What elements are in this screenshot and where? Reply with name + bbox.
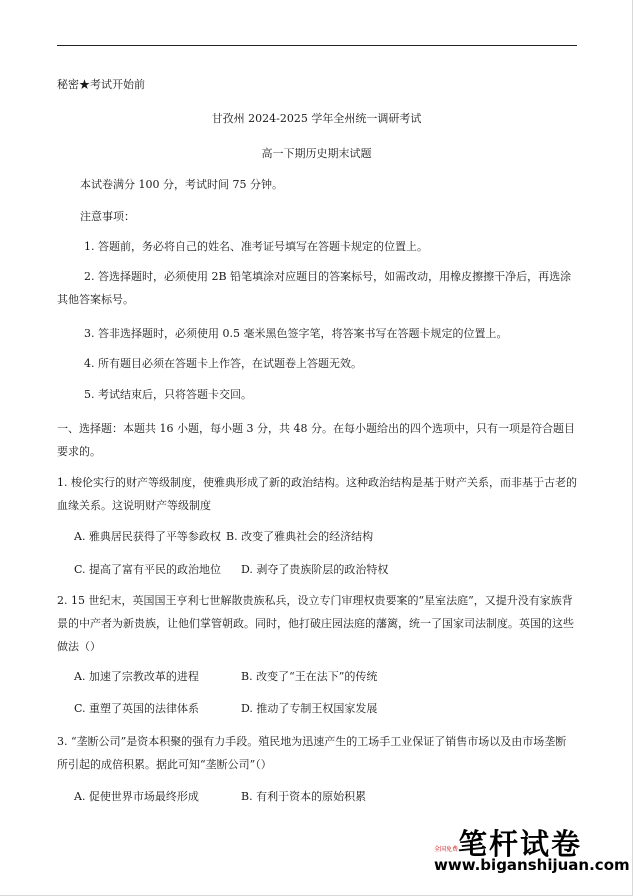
confidential-label: 秘密★考试开始前 xyxy=(57,78,145,91)
note-item: 3. 答非选择题时，必须使用 0.5 毫米黑色签字笔，将答案书写在答题卡规定的位置上。 xyxy=(84,327,508,340)
header-rule xyxy=(57,45,577,46)
notes-heading: 注意事项： xyxy=(80,210,135,223)
question-option: C. 提高了富有平民的政治地位 xyxy=(74,563,222,576)
watermark-url: www.biganshijuan.com xyxy=(434,856,630,874)
exam-info: 本试卷满分 100 分，考试时间 75 分钟。 xyxy=(80,178,283,191)
question-option: C. 重塑了英国的法律体系 xyxy=(74,702,200,715)
note-item: 4. 所有题目必须在答题卡上作答，在试题卷上答题无效。 xyxy=(84,357,362,370)
note-item: 1. 答题前，务必将自己的姓名、准考证号填写在答题卡规定的位置上。 xyxy=(84,240,428,253)
exam-title: 甘孜州 2024-2025 学年全州统一调研考试 xyxy=(211,112,422,125)
exam-subtitle: 高一下期历史期末试题 xyxy=(261,147,372,160)
question-stem: 1. 梭伦实行的财产等级制度，使雅典形成了新的政治结构。这种政治结构是基于财产关系，而非基于古老的血缘关系。这说明财产等级制度 xyxy=(57,476,577,512)
question-option: B. 改变了雅典社会的经济结构 xyxy=(226,530,374,543)
note-item: 2. 答选择题时，必须使用 2B 铅笔填涂对应题目的答案标号，如需改动，用橡皮擦擦干净后，再选涂其他答案标号。 xyxy=(57,270,572,306)
question-option: B. 改变了“王在法下”的传统 xyxy=(241,670,378,683)
note-item: 5. 考试结束后，只将答题卡交回。 xyxy=(84,388,252,401)
section-heading: 一、选择题：本题共 16 小题，每小题 3 分，共 48 分。在每小题给出的四个选项中，只有一项是符合题目要求的。 xyxy=(57,422,575,458)
question-option: D. 剥夺了贵族阶层的政治特权 xyxy=(241,563,389,576)
site-watermark xyxy=(434,822,630,882)
question-stem: 2. 15 世纪末，英国国王亨利七世解散贵族私兵，设立专门审理权贵要案的“星室法庭”，又提升没有家族背景的中产者为新贵族，让他们掌管朝政。同时，他打破庄园法庭的藩篱，统一了国家司法制度。英国的这些做法（） xyxy=(57,594,574,653)
question-option: D. 推动了专制王权国家发展 xyxy=(241,702,378,715)
question-option: B. 有利于资本的原始积累 xyxy=(241,790,367,803)
question-option: A. 雅典居民获得了平等参政权 xyxy=(74,530,221,543)
watermark-tag: 全国免费 xyxy=(434,846,459,853)
question-stem: 3. “垄断公司”是资本积聚的强有力手段。殖民地为迅速产生的工场手工业保证了销售市场以及由市场垄断所引起的成倍积累。据此可知“垄断公司”（） xyxy=(57,735,567,771)
watermark-title: 笔杆试卷 xyxy=(458,827,583,861)
question-option: A. 促使世界市场最终形成 xyxy=(74,790,199,803)
question-option: A. 加速了宗教改革的进程 xyxy=(74,670,199,683)
